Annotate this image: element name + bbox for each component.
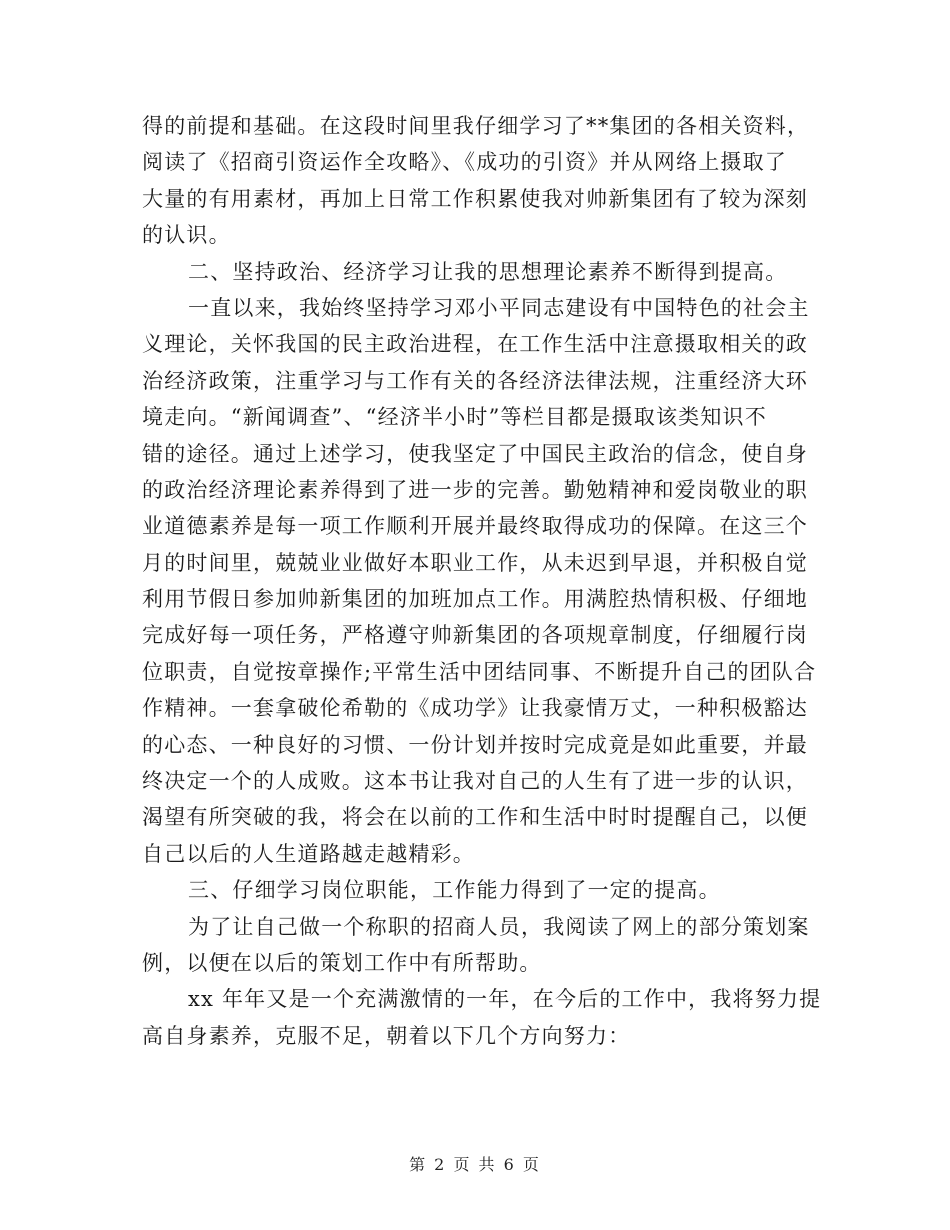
text-line: 利用节假日参加帅新集团的加班加点工作。用满腔热情积极、仔细地	[142, 587, 808, 612]
text-line: 终决定一个的人成败。这本书让我对自己的人生有了进一步的认识，	[142, 769, 808, 794]
text-line: 业道德素养是每一项工作顺利开展并最终取得成功的保障。在这三个	[142, 514, 808, 539]
text-line: 一直以来，我始终坚持学习邓小平同志建设有中国特色的社会主	[188, 295, 810, 320]
text-line: 渴望有所突破的我，将会在以前的工作和生活中时时提醒自己，以便	[142, 805, 808, 830]
text-line: 境走向。“新闻调查”、“经济半小时”等栏目都是摄取该类知识不	[142, 405, 767, 430]
document-body	[142, 108, 822, 1054]
text-line: 为了让自己做一个称职的招商人员，我阅读了网上的部分策划案	[188, 914, 810, 939]
text-line: 义理论，关怀我国的民主政治进程，在工作生活中注意摄取相关的政	[142, 332, 808, 357]
text-line: 月的时间里，兢兢业业做好本职业工作，从未迟到早退，并积极自觉	[142, 550, 808, 575]
text-line: 阅读了《招商引资运作全攻略》、《成功的引资》并从网络上摄取了	[142, 150, 787, 175]
text-line: 大量的有用素材，再加上日常工作积累使我对帅新集团有了较为深刻	[142, 186, 808, 211]
text-line: 位职责，自觉按章操作;平常生活中团结同事、不断提升自己的团队合	[142, 659, 817, 684]
section-heading: 三、仔细学习岗位职能，工作能力得到了一定的提高。	[188, 878, 721, 903]
text-line: 治经济政策，注重学习与工作有关的各经济法律法规，注重经济大环	[142, 368, 808, 393]
text-line: 作精神。一套拿破伦希勒的《成功学》让我豪情万丈，一种积极豁达	[142, 696, 808, 721]
text-line: 错的途径。通过上述学习，使我坚定了中国民主政治的信念，使自身	[142, 441, 808, 466]
page-number-footer: 第 2 页 共 6 页	[409, 1155, 541, 1174]
text-line: 例，以便在以后的策划工作中有所帮助。	[142, 950, 542, 975]
section-heading: 二、坚持政治、经济学习让我的思想理论素养不断得到提高。	[188, 259, 788, 284]
text-line: xx 年年又是一个充满激情的一年，在今后的工作中，我将努力提	[188, 987, 822, 1012]
text-line: 的心态、一种良好的习惯、一份计划并按时完成竟是如此重要，并最	[142, 732, 808, 757]
text-line: 的政治经济理论素养得到了进一步的完善。勤勉精神和爱岗敬业的职	[142, 477, 808, 502]
text-line: 高自身素养，克服不足，朝着以下几个方向努力：	[142, 1023, 631, 1048]
text-line: 自己以后的人生道路越走越精彩。	[142, 841, 475, 866]
text-line: 的认识。	[142, 223, 231, 248]
text-line: 得的前提和基础。在这段时间里我仔细学习了**集团的各相关资料，	[142, 114, 810, 138]
text-line: 完成好每一项任务，严格遵守帅新集团的各项规章制度，仔细履行岗	[142, 623, 808, 648]
